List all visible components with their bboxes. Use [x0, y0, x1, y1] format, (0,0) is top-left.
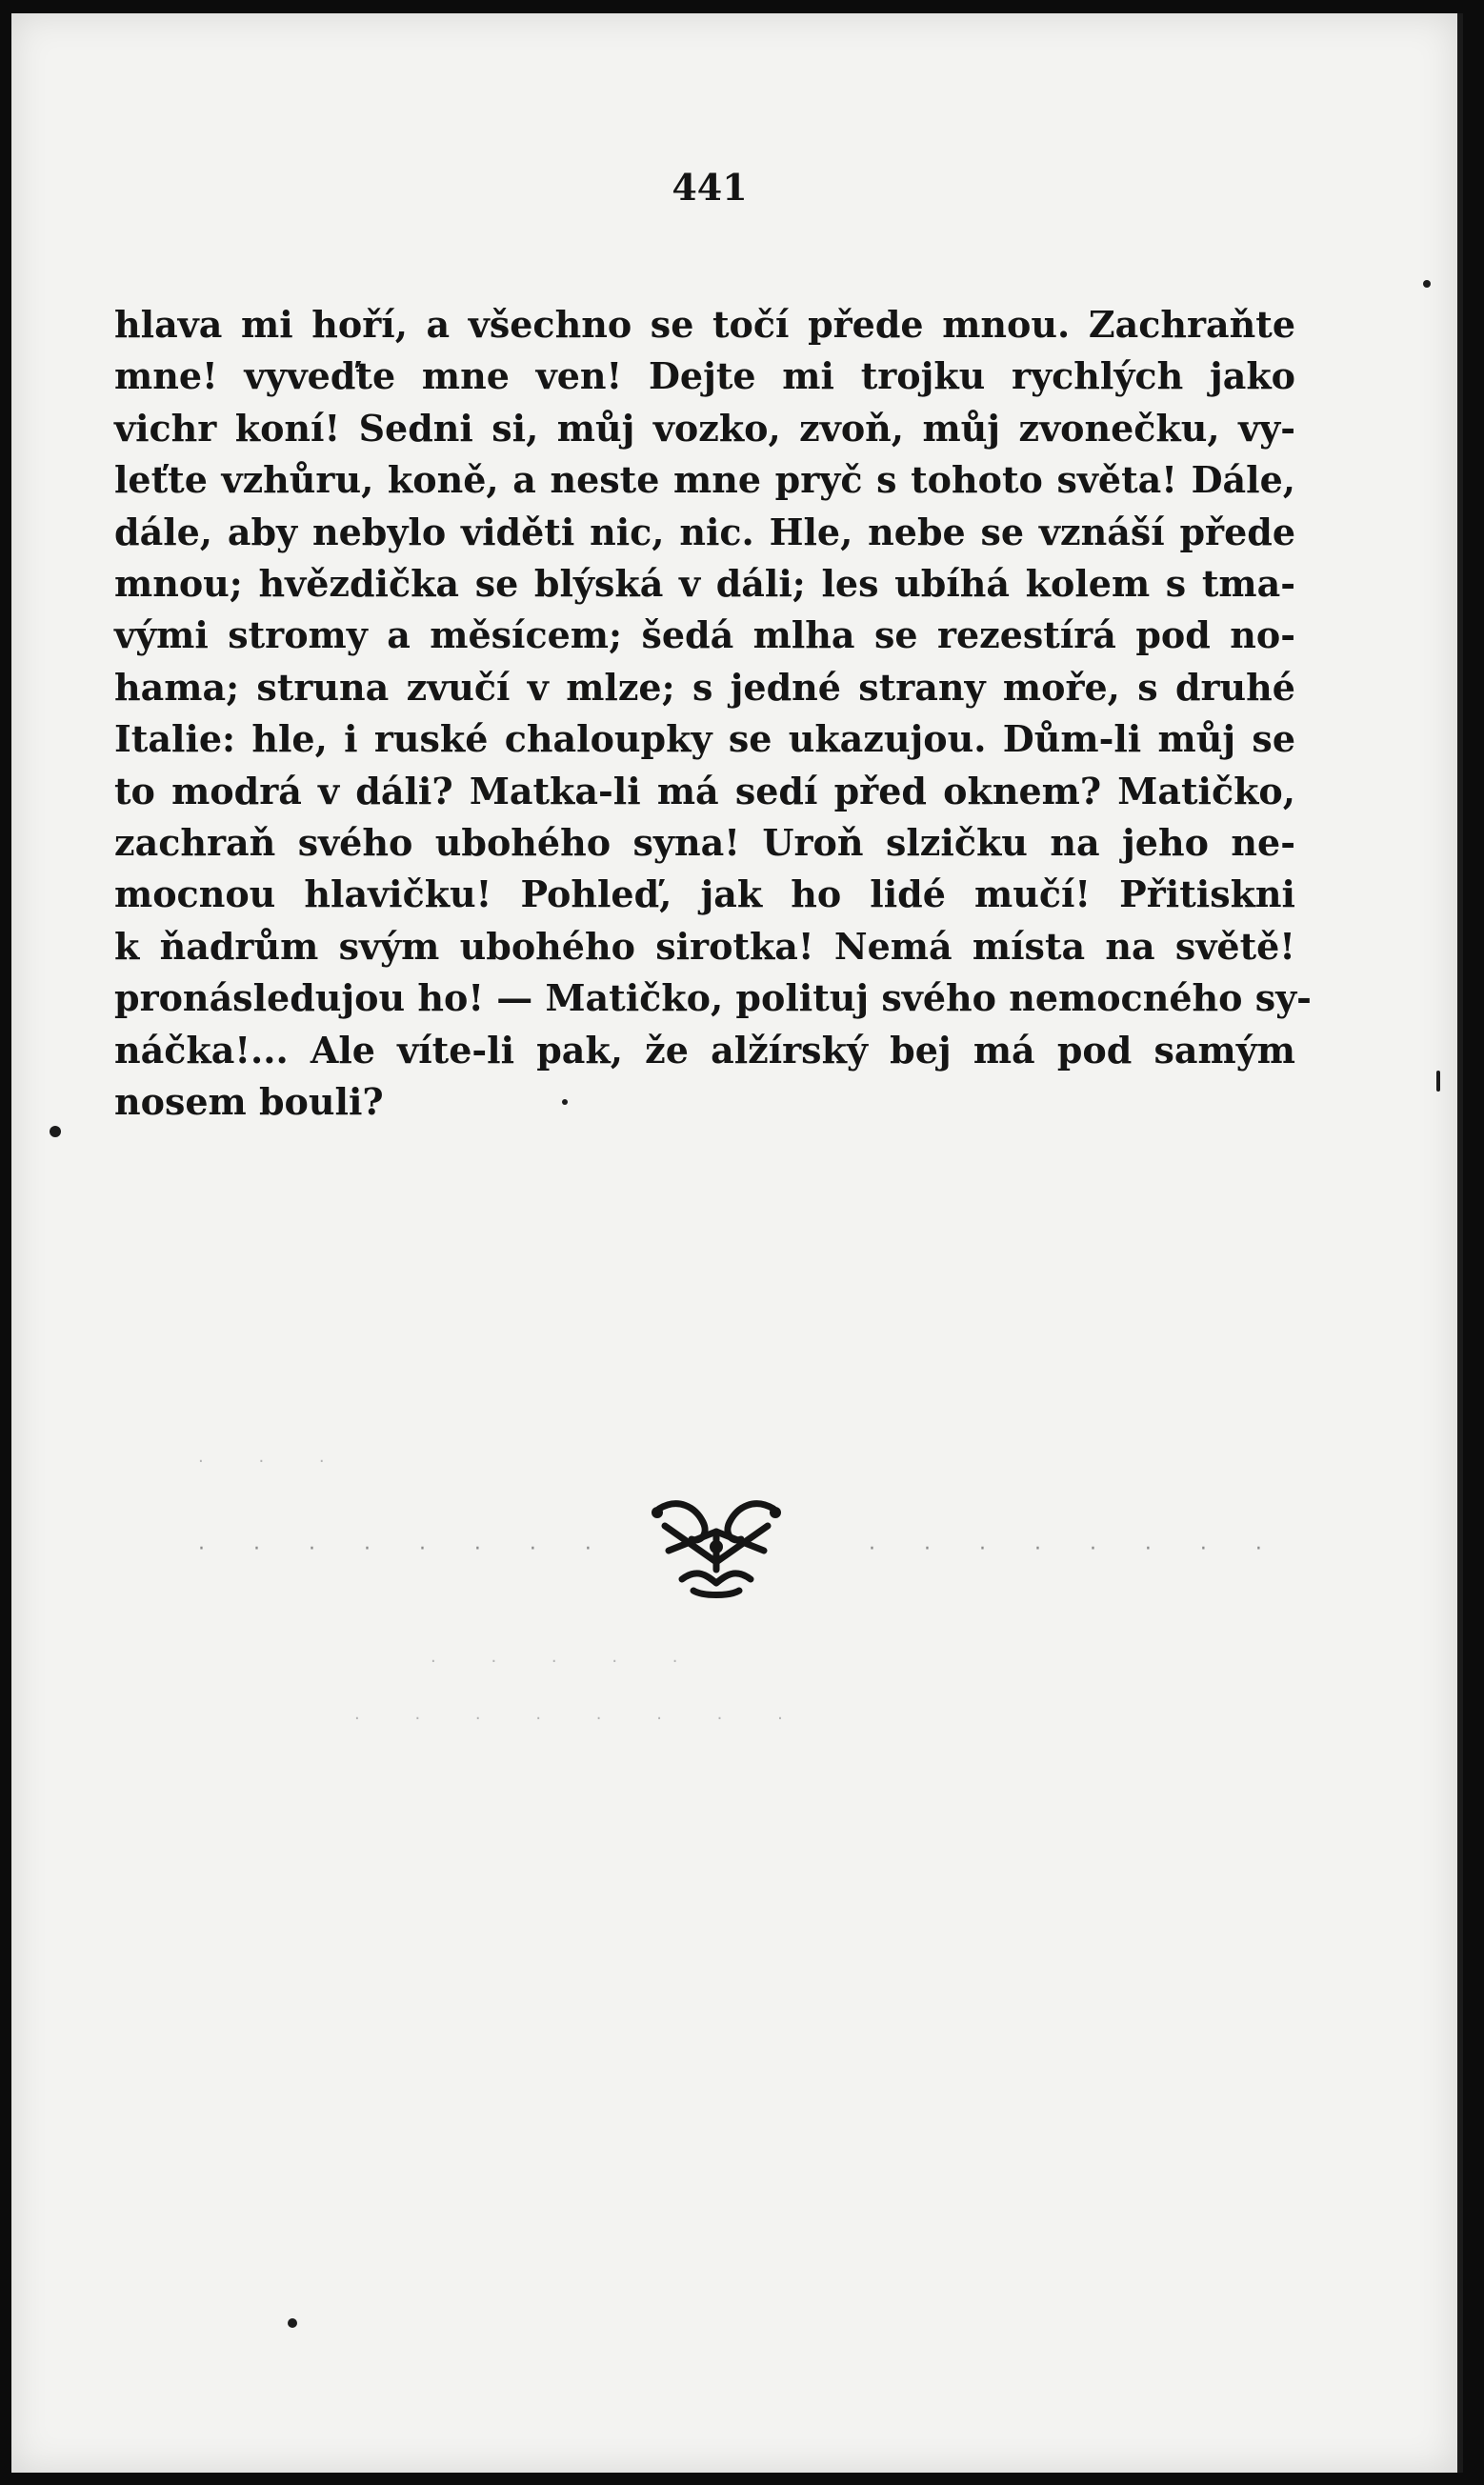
fleuron-ornament-icon — [640, 1488, 792, 1602]
text-line: k ňadrům svým ubohého sirotka! Nemá místa na světě! — [114, 924, 1295, 968]
ink-speck — [562, 1099, 568, 1105]
text-line: to modrá v dáli? Matka-li má sedí před oknem? Matičko, — [114, 769, 1295, 812]
body-text — [114, 299, 1312, 1129]
text-line: mne! vyveďte mne ven! Dejte mi trojku rychlých jako — [114, 354, 1295, 398]
book-page — [11, 13, 1463, 2473]
text-line: vými stromy a měsícem; šedá mlha se rezestírá pod no- — [114, 613, 1295, 657]
dot-leader-right: · · · · · · · · — [869, 1537, 1283, 1561]
ink-speck — [1436, 1071, 1440, 1092]
text-line: hlava mi hoří, a všechno se točí přede mnou. Zachraňte — [114, 303, 1295, 346]
text-line: mnou; hvězdička se blýská v dáli; les ubíhá kolem s tma- — [114, 562, 1295, 606]
ink-speck — [1423, 280, 1431, 288]
text-line: zachraň svého ubohého syna! Uroň slzičku na jeho ne- — [114, 821, 1295, 865]
text-line: dále, aby nebylo viděti nic, nic. Hle, nebe se vznáší přede — [114, 510, 1295, 553]
text-line: Italie: hle, i ruské chaloupky se ukazujou. Dům-li můj se — [114, 717, 1295, 761]
dot-leader-left: · · · · · · · · — [198, 1537, 612, 1561]
text-line: mocnou hlavičku! Pohleď, jak ho lidé mučí! Přitiskni — [114, 872, 1295, 916]
text-line: leťte vzhůru, koně, a neste mne pryč s tohoto světa! Dále, — [114, 458, 1295, 502]
text-line: pronásledujou ho! — Matičko, polituj svého nemocného sy- — [114, 976, 1312, 1020]
faint-dots-decoration: · · · — [198, 1452, 350, 1472]
faint-dots-decoration: · · · · · · · · — [354, 1709, 808, 1729]
page-number: 441 — [672, 166, 748, 209]
faint-dots-decoration: · · · · · — [431, 1652, 703, 1672]
ink-speck — [50, 1126, 61, 1137]
ink-speck — [288, 2318, 297, 2328]
text-line: nosem bouli? — [114, 1080, 384, 1124]
ornament-divider — [11, 1488, 1457, 1602]
text-line: vichr koní! Sedni si, můj vozko, zvoň, můj zvonečku, vy- — [114, 406, 1295, 450]
text-line: hama; struna zvučí v mlze; s jedné strany moře, s druhé — [114, 665, 1295, 709]
text-line: náčka!... Ale víte-li pak, že alžírský bej má pod samým — [114, 1028, 1295, 1072]
